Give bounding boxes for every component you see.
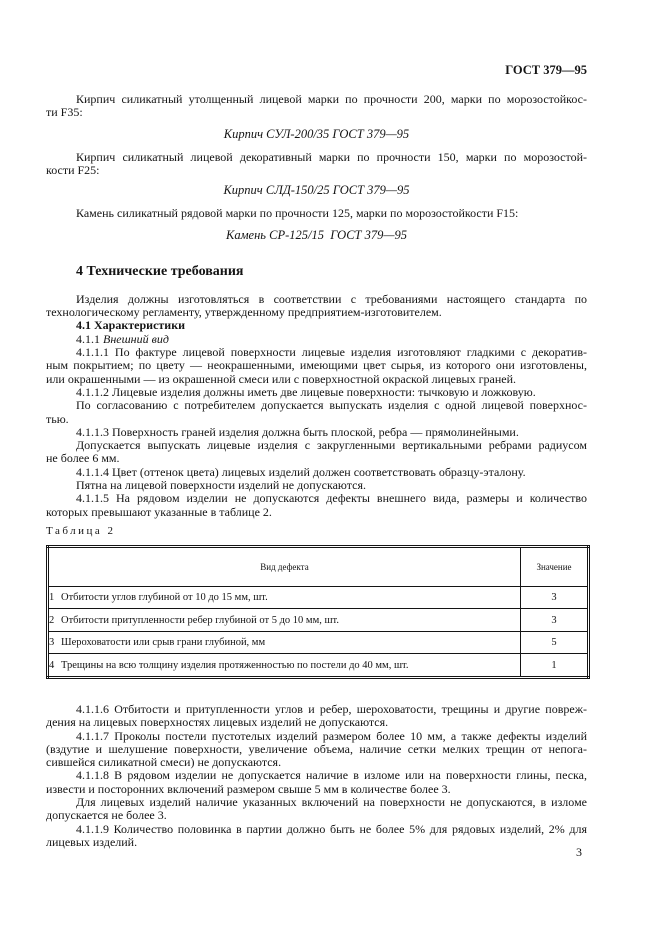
clause-number: 4.1.1 xyxy=(76,331,100,346)
text-line: 4.1.1.9 Количество половинка в партии должно быть не более 5% для рядовых изделий, 2% для xyxy=(76,821,587,836)
text-line: лицевых изделий. xyxy=(46,834,138,849)
text-line: ти F35: xyxy=(46,105,83,120)
text-line: которых превышают указанные в таблице 2. xyxy=(46,504,272,519)
section-heading: 4 Технические требования xyxy=(76,264,244,280)
text-line: не более 6 мм. xyxy=(46,451,120,466)
defect-text: Отбитости притупленности ребер глубиной от 5 до 10 мм, шт. xyxy=(61,614,339,626)
defect-number: 1 xyxy=(49,592,55,604)
subsection-heading: 4.1 Характеристики xyxy=(76,318,186,333)
text-line: извести и посторонних включений размером свыше 5 мм в количестве более 3. xyxy=(46,781,451,796)
text-line: 4.1.1.4 Цвет (оттенок цвета) лицевых изделий должен соответствовать образцу-эталону. xyxy=(76,464,526,479)
text-line: дения на лицевых поверхностях лицевых изделий не допускаются. xyxy=(46,715,389,730)
defect-number: 3 xyxy=(49,637,55,649)
column-header-defect: Вид дефекта xyxy=(48,546,521,586)
table-caption: Таблица 2 xyxy=(46,524,116,537)
designation-example: Камень СР-125/15 ГОСТ 379—95 xyxy=(226,228,407,243)
table-row xyxy=(48,654,589,678)
defect-number: 4 xyxy=(49,659,55,671)
text-line: 4.1.1.6 Отбитости и притупленности углов и ребер, шероховатости, трещины и другие повреж- xyxy=(76,701,587,716)
value-cell: 3 xyxy=(521,609,589,632)
clause-title: Внешний вид xyxy=(103,331,169,346)
text-line: кости F25: xyxy=(46,163,100,178)
table-header-row xyxy=(48,546,589,586)
text-line: технологическому регламенту, утвержденному предприятием-изготовителем. xyxy=(46,305,442,320)
text-line: Изделия должны изготовляться в соответствии с требованиями настоящего стандарта по xyxy=(76,291,587,306)
text-line: Для лицевых изделий наличие указанных включений на поверхности не допускаются, в изломе xyxy=(76,794,587,809)
clause-heading xyxy=(46,333,587,346)
defect-number: 2 xyxy=(49,614,55,626)
table-row xyxy=(48,631,589,654)
text-line: Пятна на лицевой поверхности изделий не допускаются. xyxy=(76,478,366,493)
text-line: или окрашенными — из окрашенной смеси или с поверхностной окраской лицевых граней. xyxy=(46,371,516,386)
text-line: (вздутие и шелушение поверхности, увеличение объема, наличие сетки мелких трещин от непога- xyxy=(46,741,587,756)
text-line: По согласованию с потребителем допускается выпускать изделия с одной лицевой поверхнос- xyxy=(76,398,587,413)
text-line: сившейся силикатной смеси) не допускаются. xyxy=(46,755,282,770)
table-row xyxy=(48,586,589,609)
text-line: ным покрытием; по цвету — неокрашенными, имеющими цвет сырья, из которого они изготовлены, xyxy=(46,358,587,373)
standard-code: ГОСТ 379—95 xyxy=(505,63,587,77)
defect-cell xyxy=(48,654,521,678)
defects-table xyxy=(46,545,590,679)
text-line: Допускается выпускать лицевые изделия с закругленными вертикальными ребрами радиусом xyxy=(76,438,587,453)
text-line: 4.1.1.2 Лицевые изделия должны иметь две лицевые поверхности: тычковую и ложковую. xyxy=(76,384,536,399)
defect-cell xyxy=(48,586,521,609)
text-line: 4.1.1.1 По фактуре лицевой поверхности лицевые изделия изготовляют гладкими с декоратив- xyxy=(76,345,587,360)
defect-cell xyxy=(48,631,521,654)
text-line: Кирпич силикатный утолщенный лицевой марки по прочности 200, марки по морозостойкос- xyxy=(76,92,587,106)
text-line: 4.1.1.7 Проколы постели пустотелых изделий размером более 10 мм, а также дефекты изделий xyxy=(76,728,587,743)
designation-example: Кирпич СУЛ-200/35 ГОСТ 379—95 xyxy=(223,126,410,141)
text-line: 4.1.1.8 В рядовом изделии не допускается наличие в изломе или на поверхности глины, песка, xyxy=(76,768,587,783)
text-line: тью. xyxy=(46,411,69,426)
value-cell: 1 xyxy=(521,654,589,678)
defect-text: Отбитости углов глубиной от 10 до 15 мм, шт. xyxy=(61,592,268,604)
value-cell: 3 xyxy=(521,586,589,609)
defect-text: Трещины на всю толщину изделия протяженностью по постели до 40 мм, шт. xyxy=(61,659,409,671)
defect-cell xyxy=(48,609,521,632)
column-header-value: Значение xyxy=(521,546,589,586)
text-line: допускается не более 3. xyxy=(46,808,167,823)
text-line: Камень силикатный рядовой марки по прочности 125, марки по морозостойкости F15: xyxy=(76,205,519,220)
text-line: 4.1.1.3 Поверхность граней изделия должна быть плоской, ребра — прямолинейными. xyxy=(76,424,519,439)
defect-text: Шероховатости или срыв грани глубиной, мм xyxy=(61,637,266,649)
table-row xyxy=(48,609,589,632)
value-cell: 5 xyxy=(521,631,589,654)
text-line: Кирпич силикатный лицевой декоративный марки по прочности 150, марки по морозостой- xyxy=(76,149,587,164)
page-number: 3 xyxy=(576,845,582,859)
text-line: 4.1.1.5 На рядовом изделии не допускаются дефекты внешнего вида, размеры и количество xyxy=(76,491,587,506)
designation-example: Кирпич СЛД-150/25 ГОСТ 379—95 xyxy=(223,183,410,198)
page-content xyxy=(46,93,587,849)
